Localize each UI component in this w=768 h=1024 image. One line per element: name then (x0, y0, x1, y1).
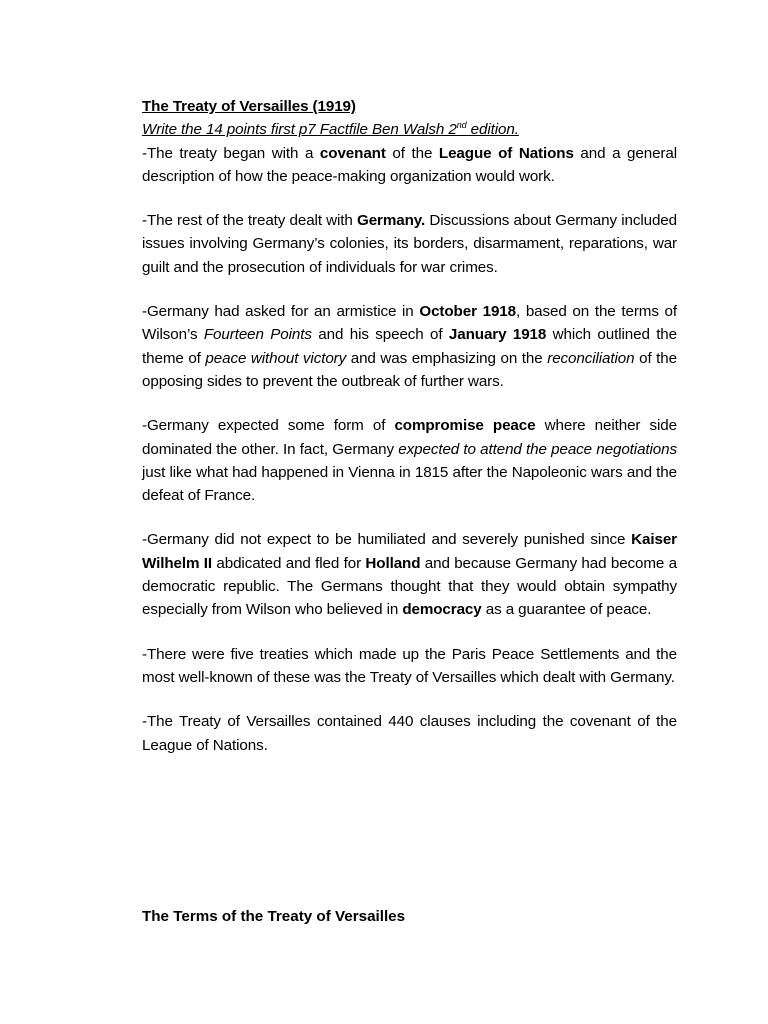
bold-text: Holland (365, 554, 421, 572)
text-run: -The Treaty of Versailles contained 440 clauses including the covenant of the League of Nations. (142, 713, 677, 754)
subtitle-superscript: nd (456, 120, 467, 131)
text-run: abdicated and fled for (212, 554, 366, 572)
text-run: -The treaty began with a (142, 144, 320, 162)
subtitle-text: Write the 14 points first p7 Factfile Ben Walsh 2 (142, 121, 457, 139)
italic-text: reconciliation (547, 349, 635, 367)
bold-text: covenant (319, 144, 386, 162)
paragraph (142, 528, 677, 621)
section-heading: The Terms of the Treaty of Versailles (142, 908, 406, 925)
bold-text: democracy (402, 601, 482, 619)
paragraph (142, 414, 677, 507)
text-run: as a guarantee of peace. (481, 601, 652, 619)
text-run: where neither side dominated the other. In fact, Germany (142, 417, 677, 458)
bold-text: compromise peace (394, 417, 536, 435)
paragraph (142, 710, 677, 757)
text-run: and because Germany had become a democratic republic. The Germans thought that they would obtain sympathy especially from Wilson who believed in (142, 554, 678, 619)
text-run: just like what had happened in Vienna in 1815 after the Napoleonic wars and the defeat of France. (142, 463, 677, 505)
bold-text: January 1918 (448, 326, 547, 344)
text-run: which outlined the theme of (142, 326, 678, 367)
text-run: -Germany did not expect to be humiliated and severely punished since (142, 531, 632, 549)
bold-text: October 1918 (419, 303, 516, 321)
document-title: The Treaty of Versailles (1919) (142, 98, 356, 115)
bold-text: League of Nations (438, 144, 574, 162)
paragraph (142, 142, 677, 189)
paragraph (142, 643, 677, 690)
text-run: -There were five treaties which made up the Paris Peace Settlements and the most well-known of these was the Treaty of Versailles which dealt with Germany. (142, 645, 677, 686)
text-run: of the opposing sides to prevent the outbreak of further wars. (142, 349, 677, 390)
paragraph (142, 300, 677, 393)
text-run: of the (385, 144, 439, 162)
paragraph (142, 209, 677, 279)
italic-text: peace without victory (205, 349, 347, 367)
text-run: -The rest of the treaty dealt with (142, 212, 357, 230)
text-run: and was emphasizing on the (346, 349, 548, 367)
italic-text: expected to attend the peace negotiations (398, 440, 677, 458)
text-run: and a general description of how the peace-making organization would work. (142, 144, 677, 185)
text-run: Discussions about Germany included issues involving Germany’s colonies, its borders, disarmament, reparations, war guilt and the prosecution of individuals for war crimes. (142, 212, 677, 276)
text-run: , based on the terms of Wilson’s (142, 303, 677, 344)
italic-text: Fourteen Points (203, 326, 312, 344)
text-run: and his speech of (311, 326, 449, 344)
text-run: -Germany had asked for an armistice in (142, 303, 420, 321)
subtitle-suffix: edition. (466, 121, 519, 139)
text-run: -Germany expected some form of (142, 417, 395, 435)
document-subtitle (142, 118, 677, 141)
bold-text: Kaiser Wilhelm II (142, 531, 677, 572)
document-body (142, 95, 677, 778)
bold-text: Germany. (357, 212, 426, 230)
